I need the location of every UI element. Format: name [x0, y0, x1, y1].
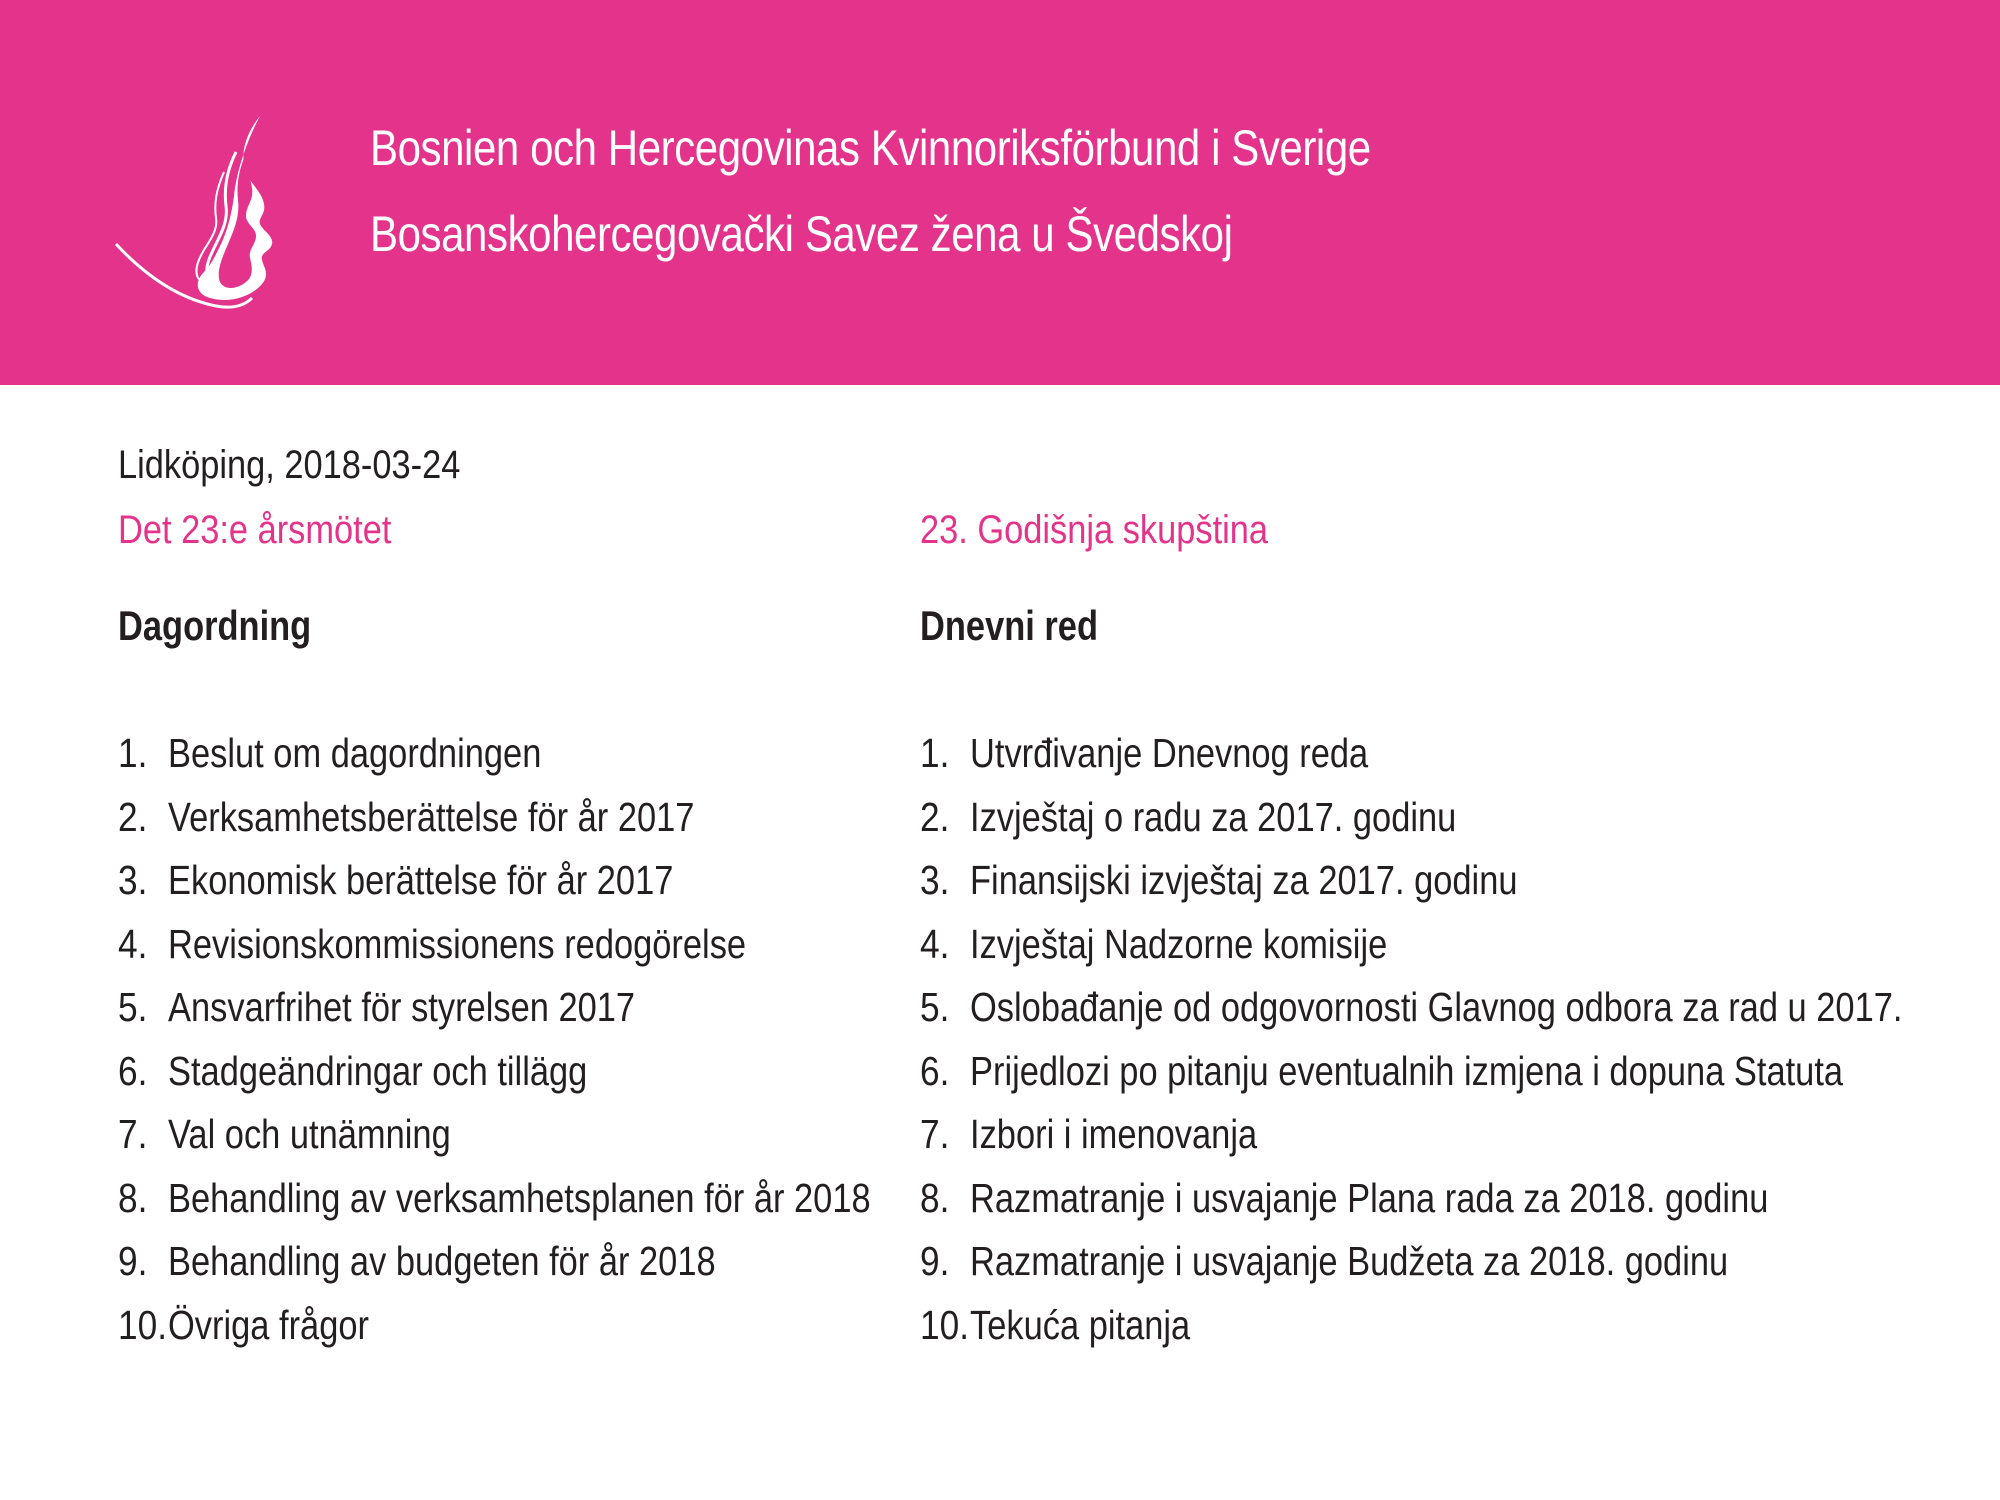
- item-number: 1.: [118, 730, 148, 776]
- item-text: Övriga frågor: [168, 1301, 369, 1348]
- item-number: 8.: [118, 1174, 148, 1221]
- item-number: 2.: [920, 793, 950, 840]
- item-text: Tekuća pitanja: [970, 1301, 1191, 1348]
- item-number: 10.: [920, 1301, 970, 1348]
- item-text: Behandling av verksamhetsplanen för år 2018: [168, 1174, 871, 1221]
- item-number: 8.: [920, 1174, 950, 1221]
- item-text: Stadgeändringar och tillägg: [168, 1047, 588, 1094]
- women-profiles-logo-icon: [112, 112, 292, 312]
- item-text: Razmatranje i usvajanje Plana rada za 2018. godinu: [970, 1174, 1769, 1221]
- item-text: Behandling av budgeten för år 2018: [168, 1238, 716, 1284]
- item-number: 4.: [118, 920, 148, 967]
- item-text: Revisionskommissionens redogörelse: [168, 920, 747, 967]
- item-number: 4.: [920, 920, 950, 967]
- agenda-heading-swedish: Dagordning: [118, 602, 312, 649]
- agenda-heading-bosnian: Dnevni red: [920, 602, 1098, 649]
- item-number: 10.: [118, 1301, 168, 1348]
- item-number: 9.: [118, 1238, 148, 1284]
- place-and-date: Lidköping, 2018-03-24: [118, 443, 461, 487]
- item-number: 9.: [920, 1238, 950, 1284]
- item-number: 5.: [118, 984, 148, 1030]
- org-name-swedish: Bosnien och Hercegovinas Kvinnoriksförbund i Sverige: [370, 120, 1371, 176]
- item-text: Ekonomisk berättelse för år 2017: [168, 857, 674, 903]
- item-text: Val och utnämning: [168, 1111, 451, 1157]
- item-number: 3.: [118, 857, 148, 903]
- item-number: 1.: [920, 730, 950, 776]
- item-text: Prijedlozi po pitanju eventualnih izmjena i dopuna Statuta: [970, 1047, 1844, 1094]
- item-number: 6.: [118, 1047, 148, 1094]
- item-text: Verksamhetsberättelse för år 2017: [168, 793, 695, 840]
- meeting-title-bosnian: 23. Godišnja skupština: [920, 508, 1269, 552]
- header-banner: [0, 0, 2000, 385]
- meeting-title-swedish: Det 23:e årsmötet: [118, 508, 392, 552]
- item-text: Utvrđivanje Dnevnog reda: [970, 730, 1369, 776]
- item-text: Izvještaj Nadzorne komisije: [970, 920, 1388, 967]
- item-number: 3.: [920, 857, 950, 903]
- item-text: Izvještaj o radu za 2017. godinu: [970, 793, 1457, 840]
- org-name-bosnian: Bosanskohercegovački Savez žena u Švedskoj: [370, 206, 1233, 262]
- item-number: 2.: [118, 793, 148, 840]
- item-number: 7.: [920, 1111, 950, 1157]
- item-text: Oslobađanje od odgovornosti Glavnog odbora za rad u 2017.: [970, 984, 1903, 1030]
- item-number: 5.: [920, 984, 950, 1030]
- item-number: 7.: [118, 1111, 148, 1157]
- item-text: Ansvarfrihet för styrelsen 2017: [168, 984, 636, 1030]
- item-number: 6.: [920, 1047, 950, 1094]
- item-text: Finansijski izvještaj za 2017. godinu: [970, 857, 1518, 903]
- item-text: Beslut om dagordningen: [168, 730, 542, 776]
- item-text: Izbori i imenovanja: [970, 1111, 1258, 1157]
- item-text: Razmatranje i usvajanje Budžeta za 2018. godinu: [970, 1238, 1729, 1284]
